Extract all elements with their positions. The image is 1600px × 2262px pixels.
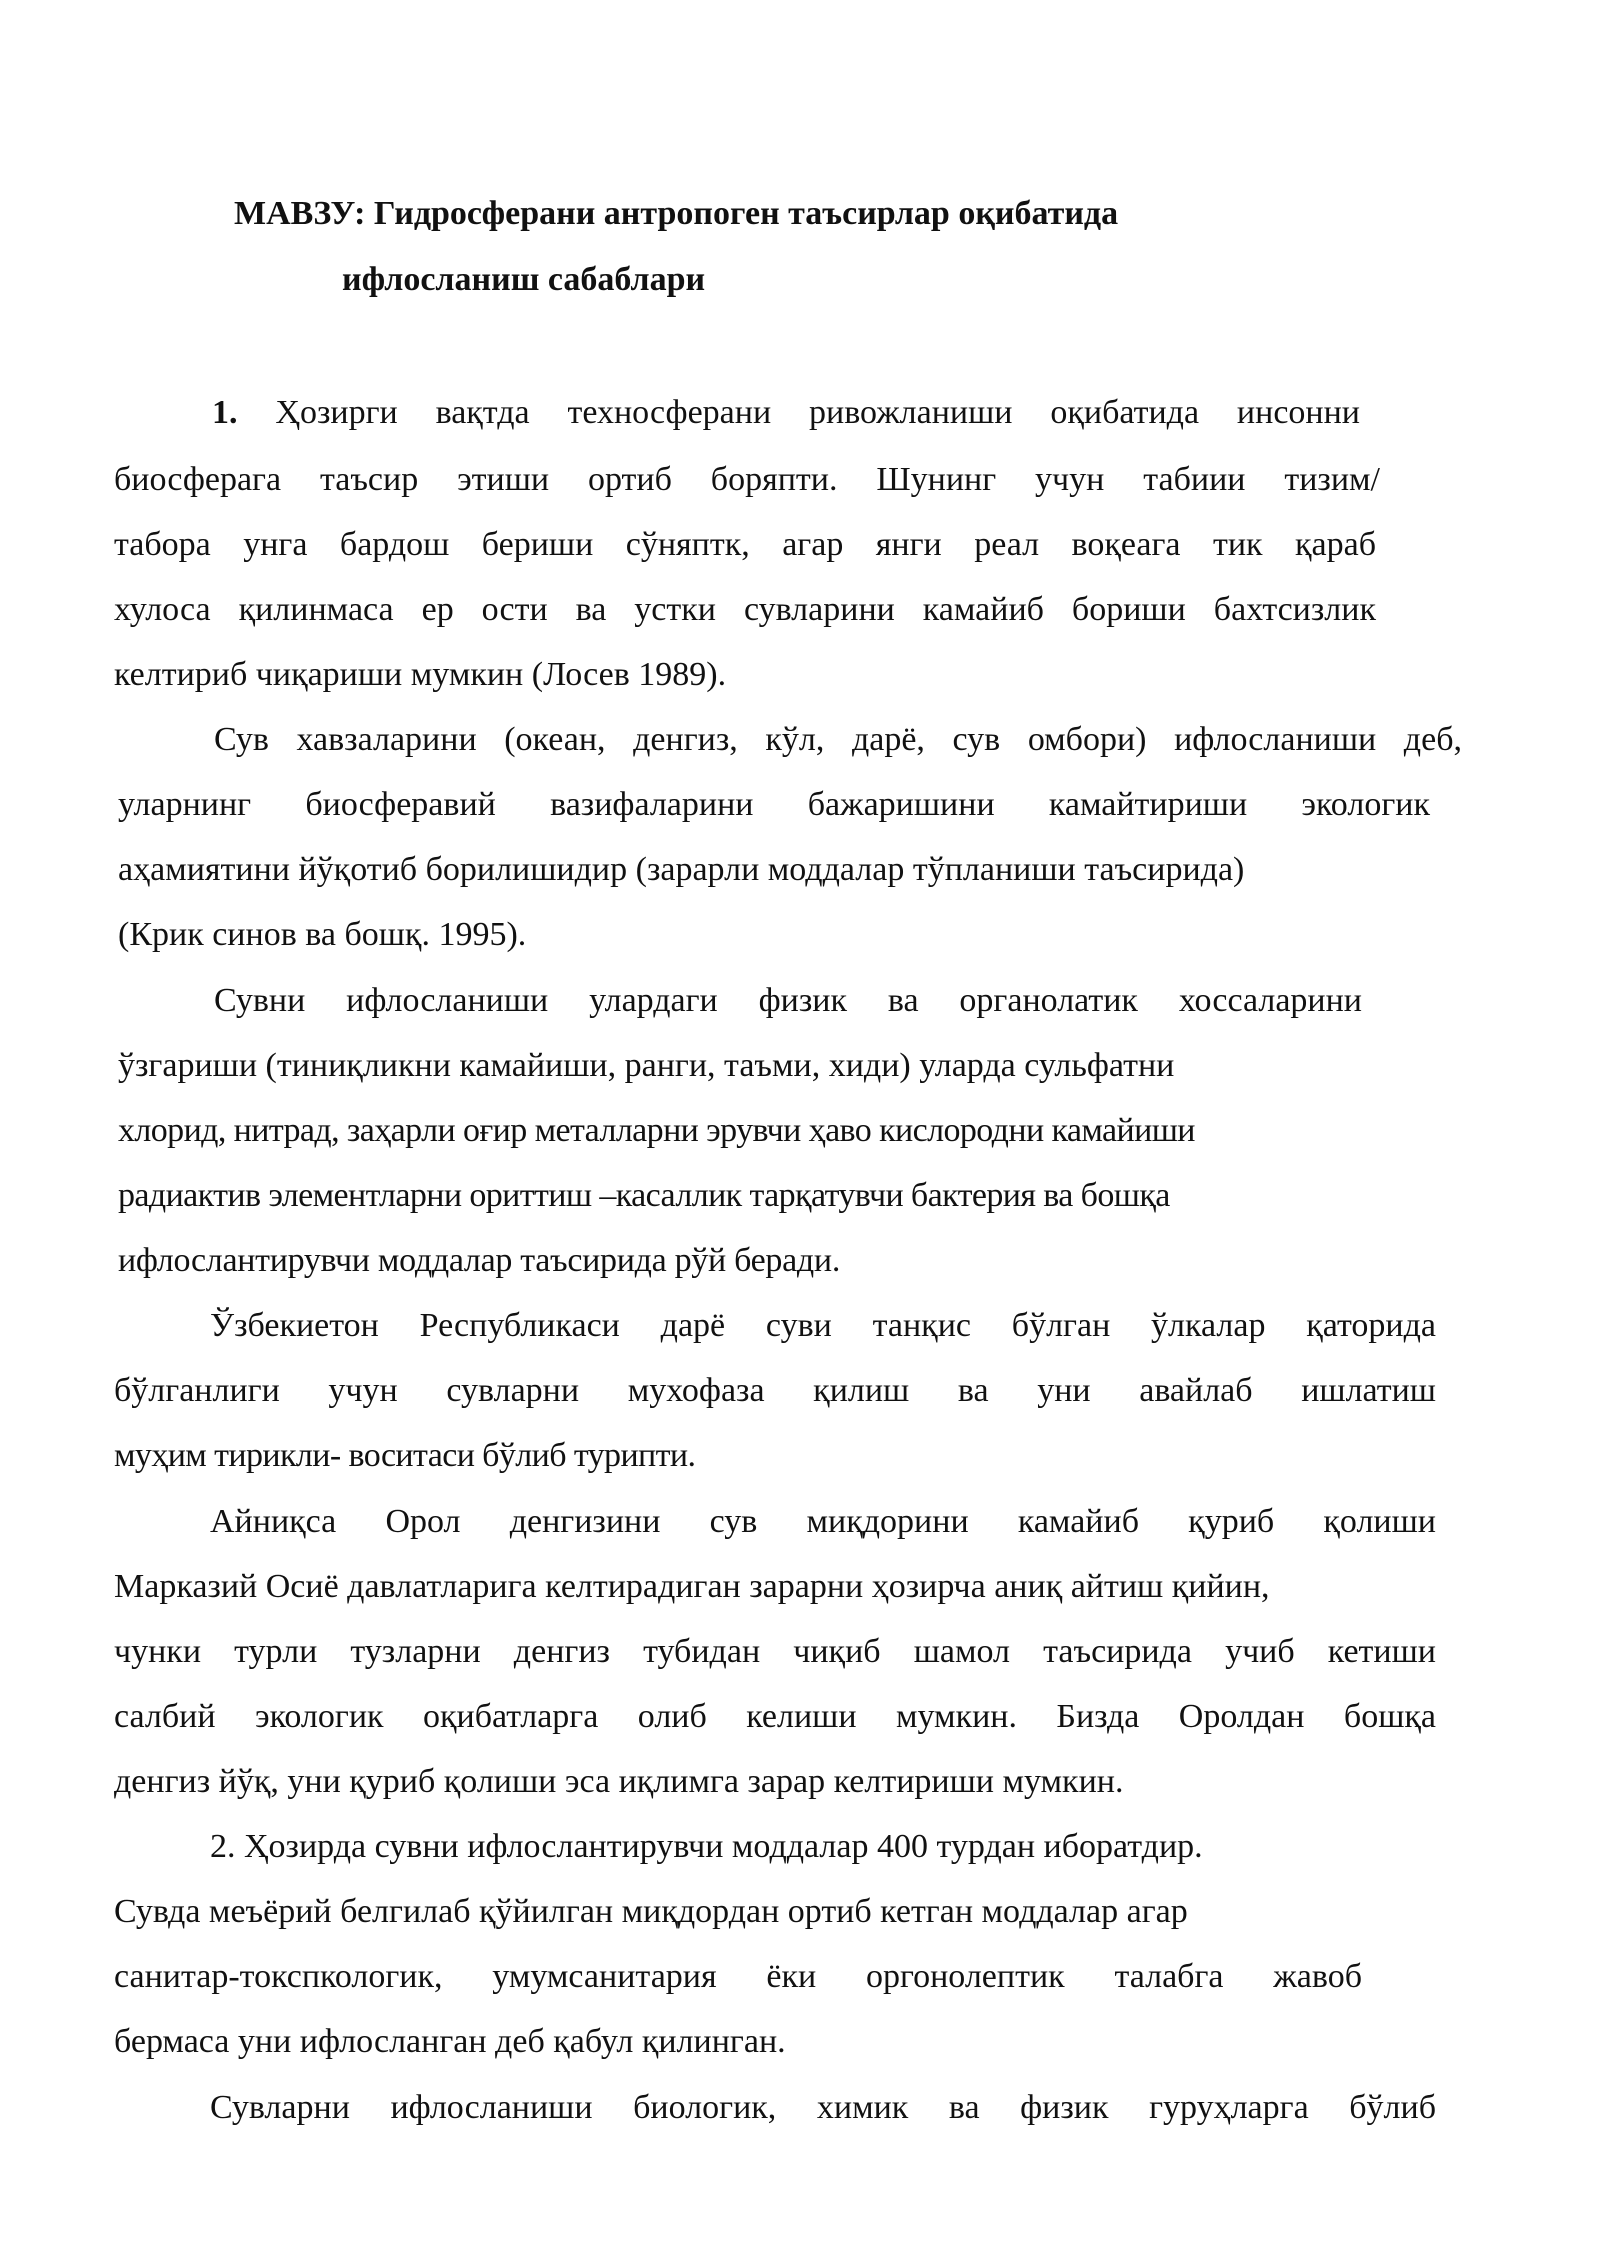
paragraph-5-line-2: Марказий Осиё давлатларига келтирадиган зарарни ҳозирча аниқ айтиш қийин, <box>114 1568 1270 1605</box>
paragraph-6-line-4: бермаса уни ифлосланган деб қабул қилинган. <box>114 2023 786 2060</box>
paragraph-5-line-1: Айниқса Орол денгизини сув миқдорини камайиб қуриб қолиши <box>210 1503 1436 1540</box>
paragraph-7-line-1: Сувларни ифлосланиши биологик, химик ва физик гуруҳларга бўлиб <box>210 2089 1436 2126</box>
paragraph-3-line-3: хлорид, нитрад, заҳарли оғир металларни эрувчи ҳаво кислородни камайиши <box>118 1112 1195 1149</box>
paragraph-number: 1. <box>212 394 238 431</box>
paragraph-3-line-4: радиактив элементларни ориттиш –касаллик тарқатувчи бактерия ва бошқа <box>118 1177 1170 1214</box>
paragraph-1-line-2: биосферага таъсир этиши ортиб боряпти. Шунинг учун табиии тизим/ <box>114 461 1380 498</box>
paragraph-1-text: Ҳозирги вақтда техносферани ривожланиши оқибатида инсонни <box>275 394 1360 431</box>
paragraph-1-line-1 <box>212 393 1360 433</box>
paragraph-1-line-5: келтириб чиқариши мумкин (Лосев 1989). <box>114 656 727 693</box>
paragraph-3-line-1: Сувни ифлосланиши улардаги физик ва органолатик хоссаларини <box>214 982 1362 1019</box>
paragraph-2-line-1: Сув хавзаларини (океан, денгиз, кўл, дарё, сув омбори) ифлосланиши деб, <box>214 721 1462 758</box>
paragraph-2-line-4: (Крик синов ва бошқ. 1995). <box>118 916 527 953</box>
paragraph-6-line-1: 2. Ҳозирда сувни ифлослантирувчи моддалар 400 турдан иборатдир. <box>210 1828 1203 1865</box>
paragraph-3-line-2: ўзгариши (тиниқликни камайиши, ранги, таъми, хиди) уларда сульфатни <box>118 1047 1175 1084</box>
document-title-line-2: ифлосланиш сабаблари <box>342 261 706 298</box>
paragraph-2-line-2: уларнинг биосферавий вазифаларини бажаришини камайтириши экологик <box>118 786 1430 823</box>
paragraph-5-line-4: салбий экологик оқибатларга олиб келиши мумкин. Бизда Оролдан бошқа <box>114 1698 1436 1735</box>
paragraph-2-line-3: аҳамиятини йўқотиб борилишидир (зарарли моддалар тўпланиши таъсирида) <box>118 851 1245 888</box>
paragraph-1-line-4: хулоса қилинмаса ер ости ва устки сувларини камайиб бориши бахтсизлик <box>114 591 1376 628</box>
paragraph-6-line-3: санитар-токспкологик, умумсанитария ёки оргонолептик талабга жавоб <box>114 1958 1362 1995</box>
paragraph-1-line-3: табора унга бардош бериши сўняптк, агар янги реал воқеага тик қараб <box>114 526 1376 563</box>
paragraph-4-line-3: муҳим тирикли- воситаси бўлиб турипти. <box>114 1437 696 1474</box>
paragraph-3-line-5: ифлослантирувчи моддалар таъсирида рўй беради. <box>118 1242 841 1279</box>
paragraph-5-line-3: чунки турли тузларни денгиз тубидан чиқиб шамол таъсирида учиб кетиши <box>114 1633 1436 1670</box>
paragraph-6-line-2: Сувда меъёрий белгилаб қўйилган миқдордан ортиб кетган моддалар агар <box>114 1893 1188 1930</box>
document-title-line-1: МАВЗУ: Гидросферани антропоген таъсирлар оқибатида <box>234 195 1119 232</box>
paragraph-4-line-1: Ўзбекиетон Республикаси дарё суви танқис бўлган ўлкалар қаторида <box>210 1307 1436 1344</box>
paragraph-5-line-5: денгиз йўқ, уни қуриб қолиши эса иқлимга зарар келтириши мумкин. <box>114 1763 1124 1800</box>
paragraph-4-line-2: бўлганлиги учун сувларни мухофаза қилиш ва уни авайлаб ишлатиш <box>114 1372 1436 1409</box>
